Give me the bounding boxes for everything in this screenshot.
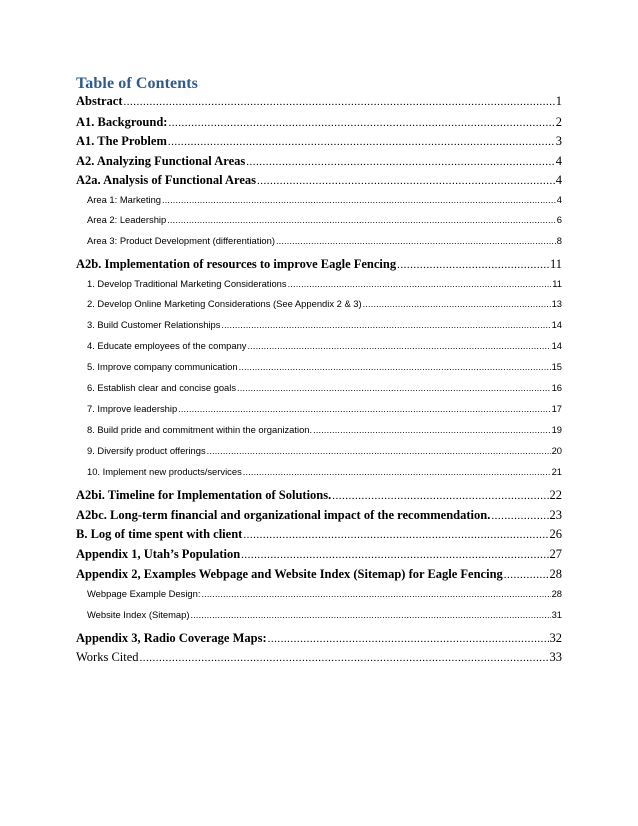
toc-title: Table of Contents	[76, 75, 199, 92]
toc-entry-page: 16	[551, 382, 562, 393]
toc-entry[interactable]	[76, 631, 562, 647]
toc-entry-page: 6	[556, 214, 562, 225]
dot-leader	[257, 175, 555, 187]
toc-entry-label: 5. Improve company communication	[87, 361, 238, 372]
dot-leader	[243, 467, 551, 477]
toc-entry-page: 4	[555, 173, 562, 187]
toc-entry[interactable]	[76, 567, 562, 583]
toc-entry[interactable]	[76, 115, 562, 131]
toc-entry-label: Abstract	[76, 94, 123, 108]
dot-leader	[241, 549, 548, 561]
toc-entry-label: 1. Develop Traditional Marketing Considerations	[87, 278, 287, 289]
toc-entry-page: 19	[551, 424, 562, 435]
toc-entry[interactable]	[76, 154, 562, 170]
toc-entry-label: Area 1: Marketing	[87, 194, 161, 205]
dot-leader	[162, 195, 556, 205]
toc-entry-page: 11	[552, 278, 562, 289]
toc-entry-page: 21	[551, 466, 562, 477]
toc-entry-label: 10. Implement new products/services	[87, 466, 242, 477]
toc-entry-label: Appendix 3, Radio Coverage Maps:	[76, 631, 267, 645]
dot-leader	[190, 610, 550, 620]
toc-entry[interactable]	[87, 361, 562, 377]
toc-entry[interactable]	[76, 94, 562, 110]
toc-entry[interactable]	[87, 466, 562, 482]
dot-leader	[201, 589, 550, 599]
toc-entry[interactable]	[76, 527, 562, 543]
toc-entry-page: 2	[555, 115, 562, 129]
dot-leader	[504, 569, 549, 581]
toc-entry-label: 4. Educate employees of the company	[87, 340, 247, 351]
toc-entry-page: 17	[551, 403, 562, 414]
toc-entry-page: 27	[549, 547, 562, 561]
toc-entry-label: 3. Build Customer Relationships	[87, 319, 221, 330]
dot-leader	[207, 446, 551, 456]
toc-entry[interactable]	[76, 650, 562, 666]
toc-entry[interactable]	[87, 278, 562, 294]
toc-entry-page: 3	[555, 134, 562, 148]
toc-entry-label: Works Cited	[76, 650, 139, 664]
toc-entry-page: 22	[549, 488, 562, 502]
toc-entry-page: 28	[549, 567, 562, 581]
toc-entry-page: 23	[549, 508, 562, 522]
toc-entry-page: 4	[556, 194, 562, 205]
toc-entry-page: 4	[555, 154, 562, 168]
toc-entry[interactable]	[87, 235, 562, 251]
dot-leader	[237, 383, 551, 393]
toc-entry[interactable]	[87, 298, 562, 314]
dot-leader	[332, 490, 548, 502]
dot-leader	[246, 156, 555, 168]
toc-entry-page: 31	[551, 609, 562, 620]
toc-entry-label: Webpage Example Design:	[87, 588, 201, 599]
toc-entry[interactable]	[76, 508, 562, 524]
toc-entry-label: Appendix 1, Utah’s Population	[76, 547, 241, 561]
dot-leader	[243, 529, 548, 541]
dot-leader	[268, 633, 549, 645]
toc-entry-label: Website Index (Sitemap)	[87, 609, 190, 620]
toc-entry-label: Appendix 2, Examples Webpage and Website Index (Sitemap) for Eagle Fencing	[76, 567, 503, 581]
dot-leader	[168, 117, 554, 129]
toc-entry[interactable]	[87, 382, 562, 398]
toc-entry[interactable]	[87, 403, 562, 419]
toc-entry-page: 1	[555, 94, 562, 108]
toc-entry-page: 26	[549, 527, 562, 541]
toc-entry-label: A2b. Implementation of resources to improve Eagle Fencing	[76, 257, 397, 271]
dot-leader	[140, 652, 549, 664]
toc-entry-page: 8	[556, 235, 562, 246]
dot-leader	[178, 404, 550, 414]
toc-entry-label: 6. Establish clear and concise goals	[87, 382, 237, 393]
dot-leader	[168, 136, 555, 148]
toc-entry[interactable]	[87, 588, 562, 604]
toc-entry-label: 9. Diversify product offerings	[87, 445, 206, 456]
toc-entry-page: 14	[551, 340, 562, 351]
toc-entry[interactable]	[76, 257, 562, 273]
dot-leader	[247, 341, 550, 351]
dot-leader	[167, 215, 556, 225]
toc-entry-page: 11	[549, 257, 562, 271]
toc-entry-label: A2. Analyzing Functional Areas	[76, 154, 246, 168]
toc-entry[interactable]	[87, 194, 562, 210]
toc-entry[interactable]	[76, 134, 562, 150]
toc-entry-label: A2bc. Long-term financial and organizational impact of the recommendation.	[76, 508, 491, 522]
dot-leader	[288, 279, 552, 289]
toc-entry-page: 32	[549, 631, 562, 645]
dot-leader	[239, 362, 551, 372]
toc-entry[interactable]	[87, 609, 562, 625]
toc-entry-label: 7. Improve leadership	[87, 403, 178, 414]
dot-leader	[491, 510, 548, 522]
toc-entry[interactable]	[76, 488, 562, 504]
dot-leader	[313, 425, 550, 435]
toc-entry[interactable]	[87, 340, 562, 356]
toc-entry-label: A2a. Analysis of Functional Areas	[76, 173, 256, 187]
toc-entry[interactable]	[87, 424, 562, 440]
toc-entry[interactable]	[87, 319, 562, 335]
toc-entry[interactable]	[87, 214, 562, 230]
toc-entry-page: 33	[549, 650, 562, 664]
toc-entry-label: 8. Build pride and commitment within the organization.	[87, 424, 313, 435]
toc-entry-label: Area 3: Product Development (differentiation)	[87, 235, 275, 246]
toc-entry-label: A1. The Problem	[76, 134, 167, 148]
dot-leader	[124, 96, 555, 108]
toc-entry-page: 28	[551, 588, 562, 599]
toc-entry-label: A2bi. Timeline for Implementation of Solutions.	[76, 488, 332, 502]
dot-leader	[363, 299, 551, 309]
toc-entry-page: 20	[551, 445, 562, 456]
dot-leader	[221, 320, 550, 330]
toc-entry[interactable]	[76, 547, 562, 563]
toc-entry-page: 13	[551, 298, 562, 309]
toc-entry-page: 15	[551, 361, 562, 372]
toc-entry-label: B. Log of time spent with client	[76, 527, 243, 541]
dot-leader	[276, 236, 556, 246]
toc-entry-label: Area 2: Leadership	[87, 214, 167, 225]
dot-leader	[397, 259, 549, 271]
toc-entry-page: 14	[551, 319, 562, 330]
toc-entry-label: 2. Develop Online Marketing Considerations (See Appendix 2 & 3)	[87, 298, 362, 309]
toc-entry[interactable]	[87, 445, 562, 461]
toc-entry-label: A1. Background:	[76, 115, 168, 129]
toc-entry[interactable]	[76, 173, 562, 189]
